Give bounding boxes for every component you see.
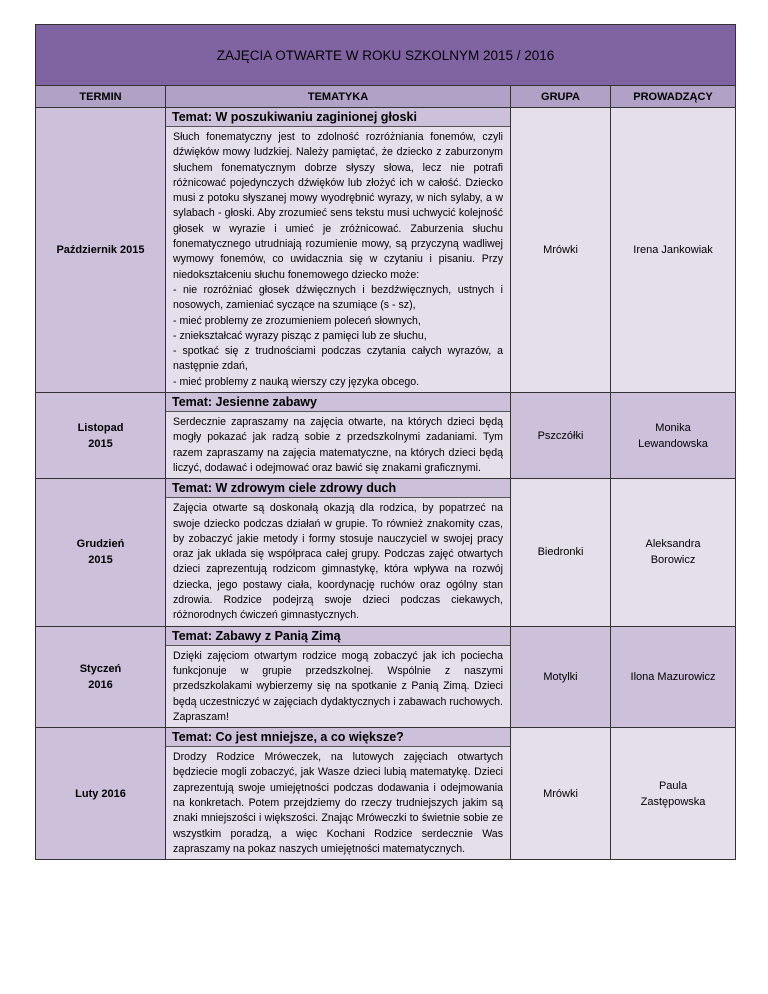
row-group: Mrówki xyxy=(511,728,611,860)
table-row xyxy=(36,479,736,626)
row-theme xyxy=(166,626,511,727)
table-row xyxy=(36,108,736,393)
row-theme xyxy=(166,479,511,626)
theme-description: Słuch fonematyczny jest to zdolność rozróżniania fonemów, czyli dźwięków mowy ludzkiej. Należy pamiętać, że dziecko z zaburzonym słuchem fonematycznym dobrze słyszy słowa, lecz nie potrafi różnicować pojedynczych dźwięków lub złożyć ich w całość. Dziecko musi z potoku słyszanej mowy wyodrębnić wyrazy, w nich sylaby, a w sylabach - głoski. Aby zrozumieć sens tekstu musi uchwycić kolejność głosek w wyrazie i umieć je zróżnicować. Zaburzenia słuchu fonematycznego utrudniają rozumienie mowy, są przyczyną wadliwej wymowy fonemów, co uwidacznia się w czytaniu i pisaniu. Przy niedokształceniu słuchu fonemowego dziecko może: - nie rozróżniać głosek dźwięcznych i bezdźwięcznych, ustnych i nosowych, zamieniać syczące na szumiące (s - sz), - mieć problemy ze zrozumieniem poleceń słownych, - zniekształcać wyrazy pisząc z pamięci lub ze słuchu, - spotkać się z trudnościami podczas czytania całych wyrazów, a następnie zdań, - mieć problemy z nauką wierszy czy języka obcego. xyxy=(173,131,503,388)
page-title: ZAJĘCIA OTWARTE W ROKU SZKOLNYM 2015 / 2016 xyxy=(36,25,736,86)
leader-name: Monika Lewandowska xyxy=(638,421,708,450)
row-theme xyxy=(166,108,511,393)
theme-title: Temat: Co jest mniejsze, a co większe? xyxy=(166,728,510,747)
row-theme xyxy=(166,393,511,479)
row-leader xyxy=(611,728,736,860)
row-term xyxy=(36,728,166,860)
leader-name: Aleksandra Borowicz xyxy=(645,538,701,567)
row-leader xyxy=(611,479,736,626)
row-leader xyxy=(611,108,736,393)
theme-description: Zajęcia otwarte są doskonałą okazją dla rodzica, by popatrzeć na swoje dziecko podczas działań w grupie. To również znakomity czas, by zobaczyć jakie metody i formy stosuje nauczyciel w swojej pracy oraz jak układa się współpraca całej grupy. Podczas zajęć otwartych dzieci zaprezentują rodzicom gimnastykę, która wpływa na rozwój dziecka, jego postawy ciała, koordynację ruchów oraz ogólny stan zdrowia. Rodzice podejrzą swoje dzieci podczas ciekawych, różnorodnych ćwiczeń gimnastycznych. xyxy=(173,502,503,622)
table-row xyxy=(36,728,736,860)
row-group: Mrówki xyxy=(511,108,611,393)
leader-name: Irena Jankowiak xyxy=(633,244,713,257)
term-label: Grudzień 2015 xyxy=(76,538,125,567)
row-term xyxy=(36,393,166,479)
row-term xyxy=(36,479,166,626)
term-label: Styczeń 2016 xyxy=(79,662,122,691)
row-term xyxy=(36,108,166,393)
term-label: Październik 2015 xyxy=(56,244,145,257)
header-termin: TERMIN xyxy=(36,86,166,108)
term-label: Listopad 2015 xyxy=(77,421,124,450)
leader-name: Ilona Mazurowicz xyxy=(630,670,716,683)
leader-name: Paula Zastępowska xyxy=(640,779,706,808)
header-tematyka: TEMATYKA xyxy=(166,86,511,108)
row-group: Motylki xyxy=(511,626,611,727)
theme-description: Dzięki zajęciom otwartym rodzice mogą zobaczyć jak ich pociecha funkcjonuje w grupie przedszkolnej. Wspólnie z naszymi przedszkolakami wybierzemy się na spotkanie z Panią Zimą. Dzieci będą uczestniczyć w zajęciach dydaktycznych i zabawach ruchowych. Zapraszam! xyxy=(173,649,503,723)
theme-title: Temat: W zdrowym ciele zdrowy duch xyxy=(166,479,510,498)
row-group: Pszczółki xyxy=(511,393,611,479)
theme-title: Temat: W poszukiwaniu zaginionej głoski xyxy=(166,108,510,127)
table-row xyxy=(36,393,736,479)
table-row xyxy=(36,626,736,727)
row-theme xyxy=(166,728,511,860)
term-label: Luty 2016 xyxy=(75,787,126,800)
theme-description: Serdecznie zapraszamy na zajęcia otwarte, na których dzieci będą mogły pokazać jak radzą sobie z przedszkolnymi zadaniami. Tym razem zapraszamy na zajęcia matematyczne, na których dzieci będą liczyć, dodawać i odejmować oraz bawić się znakami graficznymi. xyxy=(173,416,503,474)
header-grupa: GRUPA xyxy=(511,86,611,108)
theme-title: Temat: Zabawy z Panią Zimą xyxy=(166,627,510,646)
row-group: Biedronki xyxy=(511,479,611,626)
header-prowadzacy: PROWADZĄCY xyxy=(611,86,736,108)
theme-title: Temat: Jesienne zabawy xyxy=(166,393,510,412)
theme-description: Drodzy Rodzice Mróweczek, na lutowych zajęciach otwartych będziecie mogli zobaczyć, jak Wasze dzieci lubią matematykę. Dzieci zaprezentują swoje umiejętności podczas dodawania i odejmowania na konkretach. Potem przejdziemy do rzeczy trudniejszych jakim są znaki mniejszości i większości. Znając Mróweczki to świetnie sobie ze wszystkim poradzą, a więc Kochani Rodzice serdecznie Was zapraszamy na pokaz naszych umiejętności matematycznych. xyxy=(173,751,503,855)
row-leader xyxy=(611,626,736,727)
row-leader xyxy=(611,393,736,479)
schedule-table xyxy=(35,24,736,860)
row-term xyxy=(36,626,166,727)
